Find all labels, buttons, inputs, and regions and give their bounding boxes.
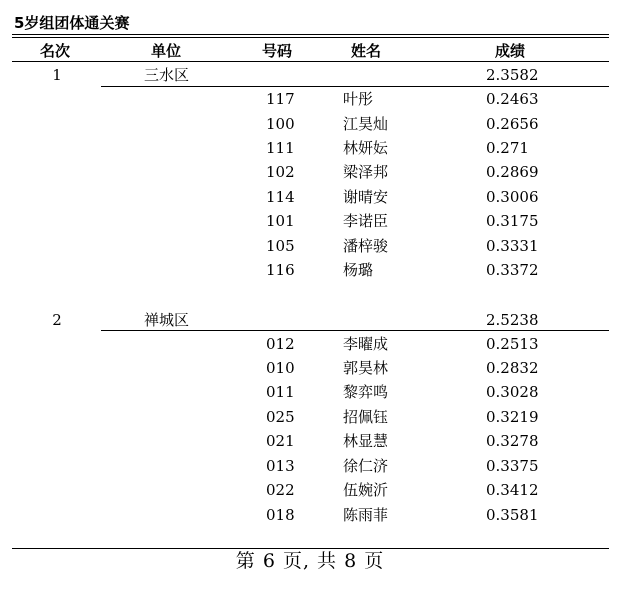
member-name: 林显慧 xyxy=(343,432,389,450)
member-name: 徐仁济 xyxy=(343,457,389,475)
member-name: 谢晴安 xyxy=(343,188,389,206)
member-number: 102 xyxy=(266,163,295,181)
header-unit: 单位 xyxy=(151,42,182,60)
member-name: 招佩钰 xyxy=(343,408,389,426)
member-number: 025 xyxy=(266,408,295,426)
member-score: 0.3219 xyxy=(486,408,539,426)
member-name: 梁泽邦 xyxy=(343,163,389,181)
member-number: 116 xyxy=(266,261,295,279)
group-rank: 1 xyxy=(52,66,62,84)
group-rank: 2 xyxy=(52,311,62,329)
member-name: 伍婉沂 xyxy=(343,481,389,499)
member-number: 012 xyxy=(266,335,295,353)
header-bottom-rule xyxy=(12,61,609,62)
member-number: 100 xyxy=(266,115,295,133)
member-score: 0.2869 xyxy=(486,163,539,181)
member-score: 0.3006 xyxy=(486,188,539,206)
member-number: 105 xyxy=(266,237,295,255)
group-rule xyxy=(101,86,609,87)
header-top-rule-inner xyxy=(12,37,609,38)
member-score: 0.3372 xyxy=(486,261,539,279)
member-number: 022 xyxy=(266,481,295,499)
member-name: 林妍妘 xyxy=(343,139,389,157)
member-number: 018 xyxy=(266,506,295,524)
member-name: 江昊灿 xyxy=(343,115,389,133)
member-score: 0.3581 xyxy=(486,506,539,524)
member-number: 021 xyxy=(266,432,295,450)
header-name: 姓名 xyxy=(351,42,382,60)
member-name: 郭昊林 xyxy=(343,359,389,377)
group-unit: 禅城区 xyxy=(144,311,190,329)
member-score: 0.3412 xyxy=(486,481,539,499)
page-footer: 第 6 页, 共 8 页 xyxy=(235,550,385,572)
group-rule xyxy=(101,330,609,331)
member-score: 0.2832 xyxy=(486,359,539,377)
group-total-score: 2.3582 xyxy=(486,66,539,84)
member-number: 011 xyxy=(266,383,295,401)
member-number: 111 xyxy=(266,139,295,157)
member-name: 潘梓骏 xyxy=(343,237,389,255)
member-number: 101 xyxy=(266,212,295,230)
header-score: 成绩 xyxy=(495,42,526,60)
member-number: 010 xyxy=(266,359,295,377)
member-score: 0.271 xyxy=(486,139,529,157)
member-score: 0.3331 xyxy=(486,237,539,255)
group-total-score: 2.5238 xyxy=(486,311,539,329)
member-name: 黎弈鸣 xyxy=(343,383,389,401)
member-number: 114 xyxy=(266,188,295,206)
header-top-rule xyxy=(12,34,609,35)
member-score: 0.2463 xyxy=(486,90,539,108)
member-score: 0.3175 xyxy=(486,212,539,230)
header-number: 号码 xyxy=(262,42,293,60)
member-number: 013 xyxy=(266,457,295,475)
member-name: 叶彤 xyxy=(343,90,374,108)
member-score: 0.2656 xyxy=(486,115,539,133)
group-unit: 三水区 xyxy=(144,66,190,84)
header-rank: 名次 xyxy=(40,42,71,60)
member-name: 陈雨菲 xyxy=(343,506,389,524)
member-name: 杨璐 xyxy=(343,261,374,279)
member-score: 0.2513 xyxy=(486,335,539,353)
member-number: 117 xyxy=(266,90,295,108)
member-score: 0.3278 xyxy=(486,432,539,450)
member-name: 李曜成 xyxy=(343,335,389,353)
member-name: 李诺臣 xyxy=(343,212,389,230)
page-title: 5岁组团体通关赛 xyxy=(14,14,130,32)
member-score: 0.3028 xyxy=(486,383,539,401)
member-score: 0.3375 xyxy=(486,457,539,475)
